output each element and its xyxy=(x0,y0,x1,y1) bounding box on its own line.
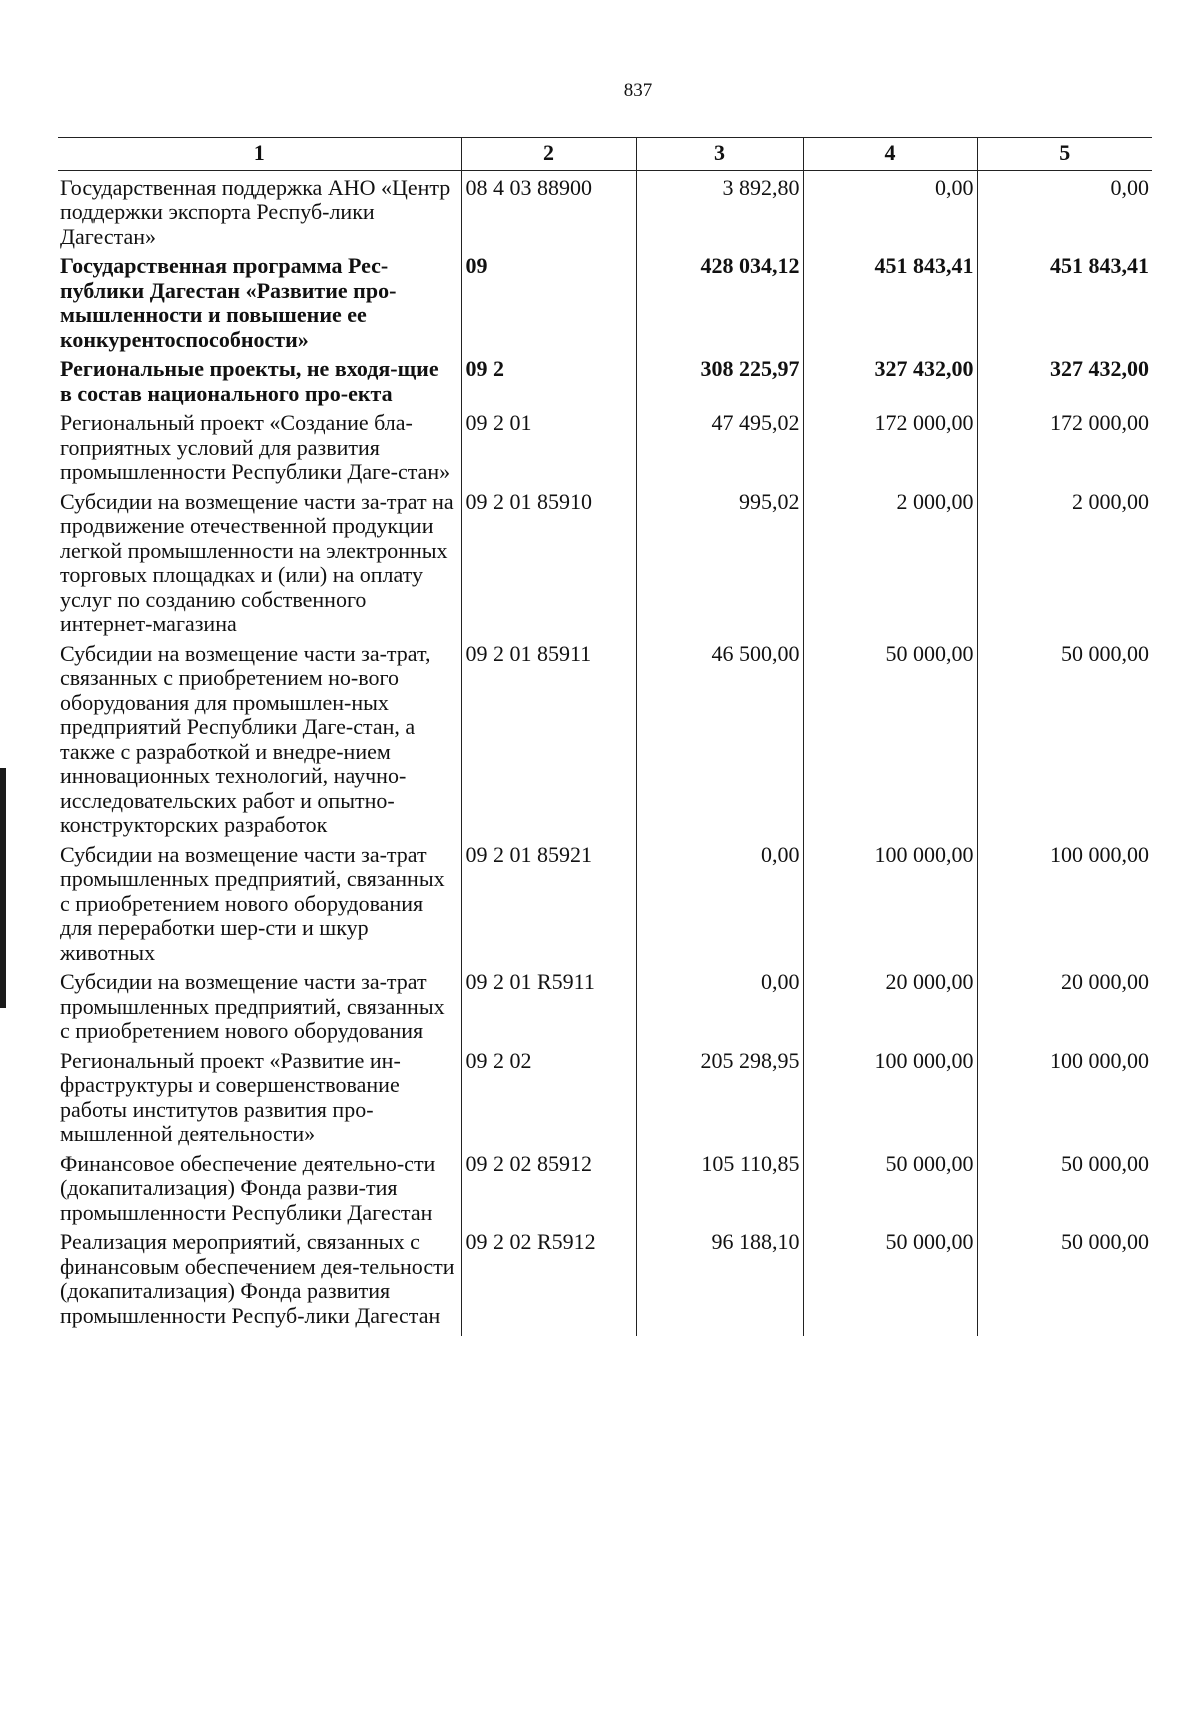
table-row xyxy=(58,1225,1152,1336)
row-value-col-3: 46 500,00 xyxy=(711,640,800,666)
row-value-col-3: 0,00 xyxy=(761,969,800,994)
row-value-col-4: 50 000,00 xyxy=(885,1229,974,1254)
row-value-col-5-cell xyxy=(977,485,1152,637)
row-code-cell xyxy=(461,1044,636,1147)
row-value-col-4-cell xyxy=(803,352,977,406)
row-value-col-5: 100 000,00 xyxy=(1050,1047,1149,1073)
row-code-cell xyxy=(461,406,636,485)
row-value-col-5-cell xyxy=(977,352,1152,406)
row-name: Государственная программа Рес-публики Дагестан «Развитие про-мышленности и повышение ее конкурентоспособности» xyxy=(60,253,397,352)
row-value-col-4-cell xyxy=(803,1225,977,1336)
row-value-col-5: 100 000,00 xyxy=(1050,841,1149,867)
row-value-col-5: 50 000,00 xyxy=(1061,640,1149,666)
row-value-col-3-cell xyxy=(636,637,803,838)
row-value-col-3: 96 188,10 xyxy=(711,1229,800,1254)
table-row xyxy=(58,485,1152,637)
row-code: 09 2 01 85911 xyxy=(465,640,592,666)
row-name: Региональный проект «Создание бла-гоприятных условий для развития промышленности Республики Даге-стан» xyxy=(60,410,451,484)
row-name: Государственная поддержка АНО «Центр поддержки экспорта Респуб-лики Дагестан» xyxy=(60,174,451,249)
header-col-4: 4 xyxy=(803,138,977,171)
row-name-cell xyxy=(58,1225,461,1336)
row-code-cell xyxy=(461,1147,636,1226)
row-value-col-3: 995,02 xyxy=(739,488,800,514)
table-row xyxy=(58,352,1152,406)
row-code-cell xyxy=(461,170,636,249)
table-row xyxy=(58,1044,1152,1147)
header-col-2: 2 xyxy=(461,138,636,171)
row-value-col-3: 3 892,80 xyxy=(722,174,800,200)
row-value-col-3-cell xyxy=(636,838,803,966)
row-value-col-4: 100 000,00 xyxy=(874,841,974,867)
row-name: Субсидии на возмещение части за-трат промышленных предприятий, связанных с приобретением нового оборудования xyxy=(60,969,445,1043)
row-value-col-5: 0,00 xyxy=(1110,174,1149,200)
row-value-col-3: 205 298,95 xyxy=(700,1047,800,1073)
row-value-col-4: 451 843,41 xyxy=(874,253,974,278)
row-value-col-3-cell xyxy=(636,249,803,352)
row-code: 09 2 01 85910 xyxy=(465,488,592,514)
row-value-col-5-cell xyxy=(977,1044,1152,1147)
row-value-col-5-cell xyxy=(977,965,1152,1044)
row-value-col-4: 172 000,00 xyxy=(874,410,974,435)
row-code-cell xyxy=(461,838,636,966)
row-value-col-5-cell xyxy=(977,838,1152,966)
row-name-cell xyxy=(58,1147,461,1226)
row-value-col-4-cell xyxy=(803,406,977,485)
row-value-col-4-cell xyxy=(803,965,977,1044)
row-code-cell xyxy=(461,485,636,637)
row-value-col-3-cell xyxy=(636,1225,803,1336)
table-row xyxy=(58,170,1152,249)
row-value-col-3: 47 495,02 xyxy=(711,410,800,435)
header-row xyxy=(58,138,1152,171)
row-value-col-4-cell xyxy=(803,170,977,249)
row-value-col-4-cell xyxy=(803,1044,977,1147)
table-row xyxy=(58,249,1152,352)
row-value-col-5-cell xyxy=(977,249,1152,352)
row-value-col-5: 2 000,00 xyxy=(1072,488,1149,514)
row-name-cell xyxy=(58,170,461,249)
header-col-1: 1 xyxy=(58,138,461,171)
table-row xyxy=(58,965,1152,1044)
row-code: 09 2 01 xyxy=(465,410,532,435)
row-code: 09 2 01 R5911 xyxy=(465,969,595,994)
row-value-col-5-cell xyxy=(977,406,1152,485)
row-value-col-4-cell xyxy=(803,838,977,966)
row-value-col-3-cell xyxy=(636,170,803,249)
row-value-col-4: 327 432,00 xyxy=(874,356,974,381)
row-value-col-3-cell xyxy=(636,485,803,637)
row-value-col-5-cell xyxy=(977,1225,1152,1336)
row-name-cell xyxy=(58,352,461,406)
row-value-col-4-cell xyxy=(803,249,977,352)
row-code: 08 4 03 88900 xyxy=(465,174,592,200)
row-value-col-4-cell xyxy=(803,1147,977,1226)
row-name-cell xyxy=(58,838,461,966)
row-value-col-3-cell xyxy=(636,1044,803,1147)
row-value-col-5-cell xyxy=(977,170,1152,249)
row-value-col-4-cell xyxy=(803,485,977,637)
row-code: 09 2 02 xyxy=(465,1047,532,1073)
budget-table xyxy=(58,137,1152,1336)
row-name: Финансовое обеспечение деятельно-сти (докапитализация) Фонда разви-тия промышленности Республики Дагестан xyxy=(60,1150,436,1225)
row-name-cell xyxy=(58,406,461,485)
row-value-col-4: 50 000,00 xyxy=(885,1150,974,1176)
row-name-cell xyxy=(58,637,461,838)
row-code: 09 2 02 85912 xyxy=(465,1150,592,1176)
row-value-col-3-cell xyxy=(636,1147,803,1226)
budget-table-container xyxy=(58,137,1152,1336)
row-name: Региональный проект «Развитие ин-фраструктуры и совершенствование работы институтов развития про-мышленной деятельности» xyxy=(60,1047,401,1146)
row-code: 09 2 xyxy=(465,356,504,381)
row-value-col-5-cell xyxy=(977,637,1152,838)
row-code: 09 2 01 85921 xyxy=(465,841,592,867)
row-name: Субсидии на возмещение части за-трат промышленных предприятий, связанных с приобретением нового оборудования для переработки шер-сти и шкур животных xyxy=(60,841,445,965)
row-value-col-5: 50 000,00 xyxy=(1061,1229,1149,1254)
row-name: Субсидии на возмещение части за-трат, связанных с приобретением но-вого оборудования для промышлен-ных предприятий Республики Даге-стан, а также с разработкой и внедре-нием инновационных технологий, научно-исследовательских работ и опытно-конструкторских разработок xyxy=(60,640,431,837)
row-value-col-5: 327 432,00 xyxy=(1050,356,1149,381)
row-name-cell xyxy=(58,965,461,1044)
row-name: Субсидии на возмещение части за-трат на продвижение отечественной продукции легкой промышленности на электронных торговых площадках и (или) на оплату услуг по созданию собственного интернет-магазина xyxy=(60,488,454,636)
table-body xyxy=(58,170,1152,1336)
row-value-col-5: 20 000,00 xyxy=(1061,969,1149,994)
row-value-col-4: 100 000,00 xyxy=(874,1047,974,1073)
row-name-cell xyxy=(58,249,461,352)
page-number: 837 xyxy=(623,80,653,101)
row-value-col-4-cell xyxy=(803,637,977,838)
row-code-cell xyxy=(461,352,636,406)
row-code-cell xyxy=(461,965,636,1044)
row-value-col-3-cell xyxy=(636,406,803,485)
row-name: Региональные проекты, не входя-щие в состав национального про-екта xyxy=(60,356,439,406)
row-value-col-4: 2 000,00 xyxy=(896,488,974,514)
row-value-col-3-cell xyxy=(636,965,803,1044)
row-value-col-3-cell xyxy=(636,352,803,406)
row-value-col-4: 50 000,00 xyxy=(885,640,974,666)
table-row xyxy=(58,838,1152,966)
row-value-col-3: 0,00 xyxy=(761,841,800,867)
row-code: 09 xyxy=(465,253,488,278)
table-row xyxy=(58,1147,1152,1226)
row-value-col-5: 451 843,41 xyxy=(1050,253,1149,278)
row-name-cell xyxy=(58,485,461,637)
row-code-cell xyxy=(461,1225,636,1336)
row-value-col-5: 50 000,00 xyxy=(1061,1150,1149,1176)
row-code: 09 2 02 R5912 xyxy=(465,1229,596,1254)
table-row xyxy=(58,637,1152,838)
row-value-col-4: 20 000,00 xyxy=(885,969,974,994)
scan-edge-mark xyxy=(0,768,6,1008)
row-code-cell xyxy=(461,637,636,838)
row-name: Реализация мероприятий, связанных с финансовым обеспечением дея-тельности (докапитализация) Фонда развития промышленности Респуб-лики Дагестан xyxy=(60,1229,455,1328)
header-col-5: 5 xyxy=(977,138,1152,171)
table-row xyxy=(58,406,1152,485)
row-code-cell xyxy=(461,249,636,352)
row-value-col-3: 428 034,12 xyxy=(700,253,800,278)
row-value-col-5-cell xyxy=(977,1147,1152,1226)
row-value-col-5: 172 000,00 xyxy=(1050,410,1149,435)
row-value-col-3: 308 225,97 xyxy=(700,356,800,381)
row-name-cell xyxy=(58,1044,461,1147)
row-value-col-4: 0,00 xyxy=(935,174,974,200)
header-col-3: 3 xyxy=(636,138,803,171)
row-value-col-3: 105 110,85 xyxy=(701,1150,800,1176)
